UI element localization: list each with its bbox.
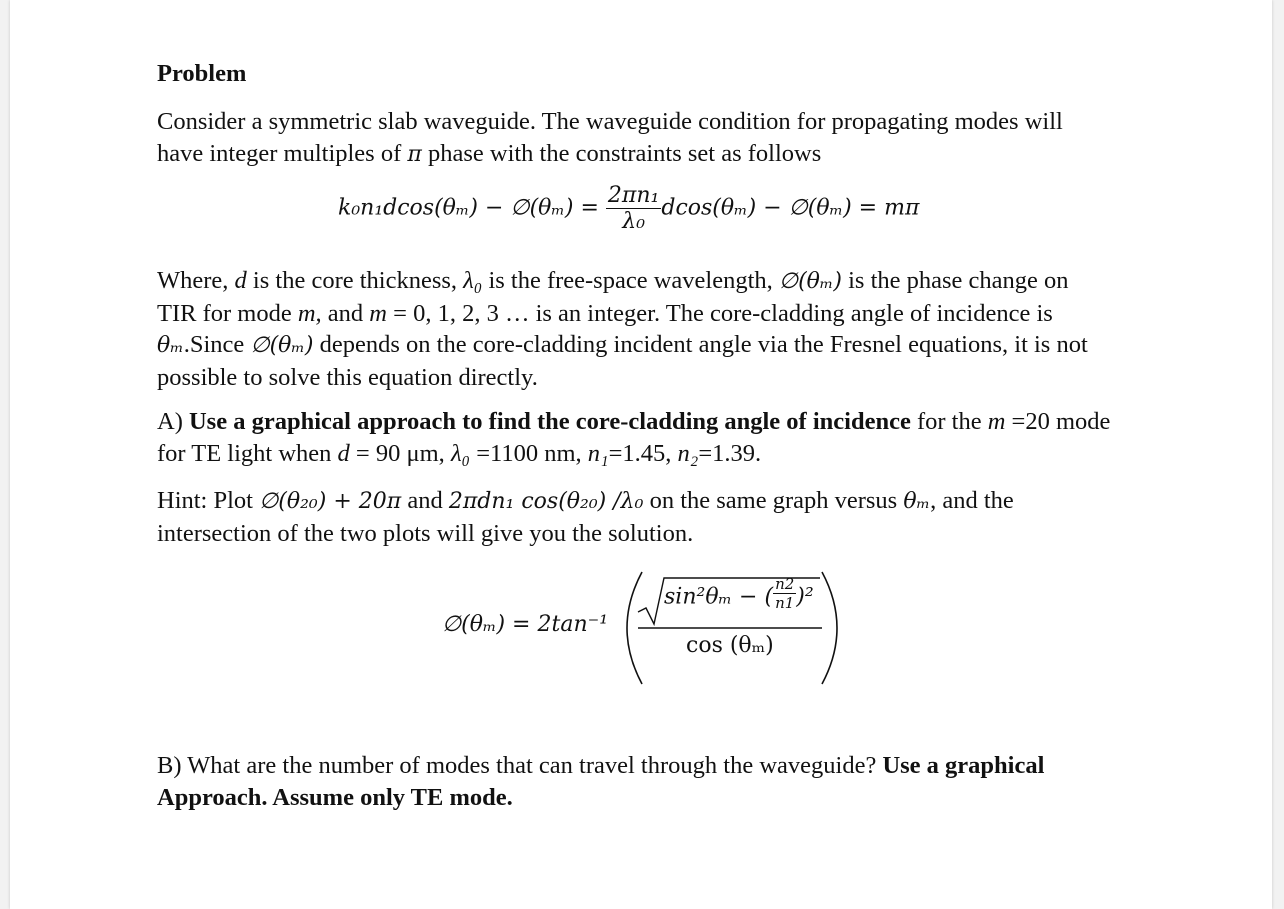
where-text-4: is the phase change on	[841, 267, 1069, 294]
part-a-text-2: for the	[910, 408, 988, 435]
problem-title: Problem	[157, 60, 247, 87]
part-a-text-6: =1100 nm,	[470, 439, 588, 467]
part-a-label: A)	[157, 408, 189, 435]
where-text-2: is the core thickness,	[246, 267, 464, 294]
part-a-text-3: =20 mode	[1005, 408, 1111, 435]
eq1-left: k₀n₁dcos(θₘ) − ∅(θₘ) =	[338, 195, 599, 221]
where-text-3: is the free-space wavelength,	[482, 267, 779, 294]
part-b-bold-2: Approach. Assume only TE mode.	[157, 783, 513, 811]
eq1-fraction	[606, 183, 661, 234]
where-text-6: and	[321, 299, 370, 327]
where-lambda0: λ₀	[463, 267, 483, 294]
where-text-5: TIR for mode	[157, 299, 298, 327]
hint-text-1: Hint: Plot	[157, 487, 260, 514]
part-a-bold: Use a graphical approach to find the core-cladding angle of incidence	[188, 408, 911, 435]
hint-paragraph	[157, 485, 1157, 549]
part-a-lambda0: λ₀	[450, 439, 471, 467]
part-b-paragraph	[157, 750, 1157, 813]
part-a-text-5: = 90 μm,	[349, 439, 451, 467]
hint-theta: θₘ	[903, 489, 931, 514]
hint-expression-1: ∅(θ₂₀) + 20π	[259, 489, 402, 514]
where-d: d	[234, 267, 247, 294]
where-text-9: depends on the core-cladding incident angle via the Fresnel equations, it is not	[313, 331, 1088, 358]
part-a-paragraph	[157, 406, 1157, 469]
eq2-frac-den: n1	[775, 594, 795, 612]
where-theta: θₘ	[157, 333, 184, 358]
part-a-text-4: for TE light when	[157, 439, 338, 467]
where-text-7: = 0, 1, 2, 3 … is an integer. The core-cladding angle of incidence is	[387, 299, 1053, 327]
where-text-10: possible to solve this equation directly.	[157, 363, 538, 391]
part-a-text-7: =1.45,	[608, 439, 678, 467]
part-a-n2: n₂	[677, 439, 699, 467]
intro-line-1: Consider a symmetric slab waveguide. The waveguide condition for propagating modes will	[157, 108, 1063, 135]
eq2-n-fraction	[773, 575, 796, 612]
intro-paragraph	[157, 106, 1157, 170]
hint-text-5: intersection of the two plots will give you the solution.	[157, 519, 694, 547]
hint-expression-2: 2πdn₁ cos(θ₂₀) /λ₀	[448, 489, 644, 514]
waveguide-condition-equation	[338, 183, 919, 234]
hint-text-3: on the same graph versus	[643, 487, 904, 514]
part-b-text: B) What are the number of modes that can travel through the waveguide?	[157, 752, 883, 779]
where-text-1: Where,	[157, 267, 235, 294]
part-a-text-8: =1.39.	[698, 439, 762, 467]
hint-text-2: and	[401, 487, 449, 514]
eq1-right: dcos(θₘ) − ∅(θₘ) = mπ	[661, 195, 920, 221]
eq2-denominator: cos (θₘ)	[686, 633, 774, 658]
where-text-8: .Since	[183, 331, 251, 358]
where-phi: ∅(θₘ)	[778, 269, 842, 294]
where-m2: m	[369, 299, 387, 327]
eq2-lhs: ∅(θₘ) = 2tan⁻¹	[442, 612, 609, 637]
intro-line-2b: phase with the constraints set as follows	[421, 139, 822, 167]
eq1-frac-denominator: λ₀	[622, 209, 646, 234]
eq2-sin-term: sin²θₘ − (	[664, 584, 774, 610]
document-page	[10, 0, 1272, 909]
where-m: m,	[297, 299, 322, 327]
eq2-frac-num: n2	[775, 575, 795, 593]
hint-text-4: , and the	[930, 487, 1014, 514]
part-a-n1: n₁	[587, 439, 609, 467]
intro-line-2a: have integer multiples of	[157, 139, 408, 167]
part-b-bold-1: Use a graphical	[882, 752, 1045, 779]
where-phi-2: ∅(θₘ)	[250, 333, 314, 358]
eq2-numerator	[664, 575, 814, 612]
pi-symbol: π	[407, 141, 422, 167]
eq1-frac-numerator: 2πn₁	[607, 183, 660, 208]
eq2-square: )²	[796, 584, 814, 610]
part-a-m: m	[987, 408, 1006, 435]
where-paragraph	[157, 265, 1157, 393]
part-a-d: d	[337, 439, 350, 467]
